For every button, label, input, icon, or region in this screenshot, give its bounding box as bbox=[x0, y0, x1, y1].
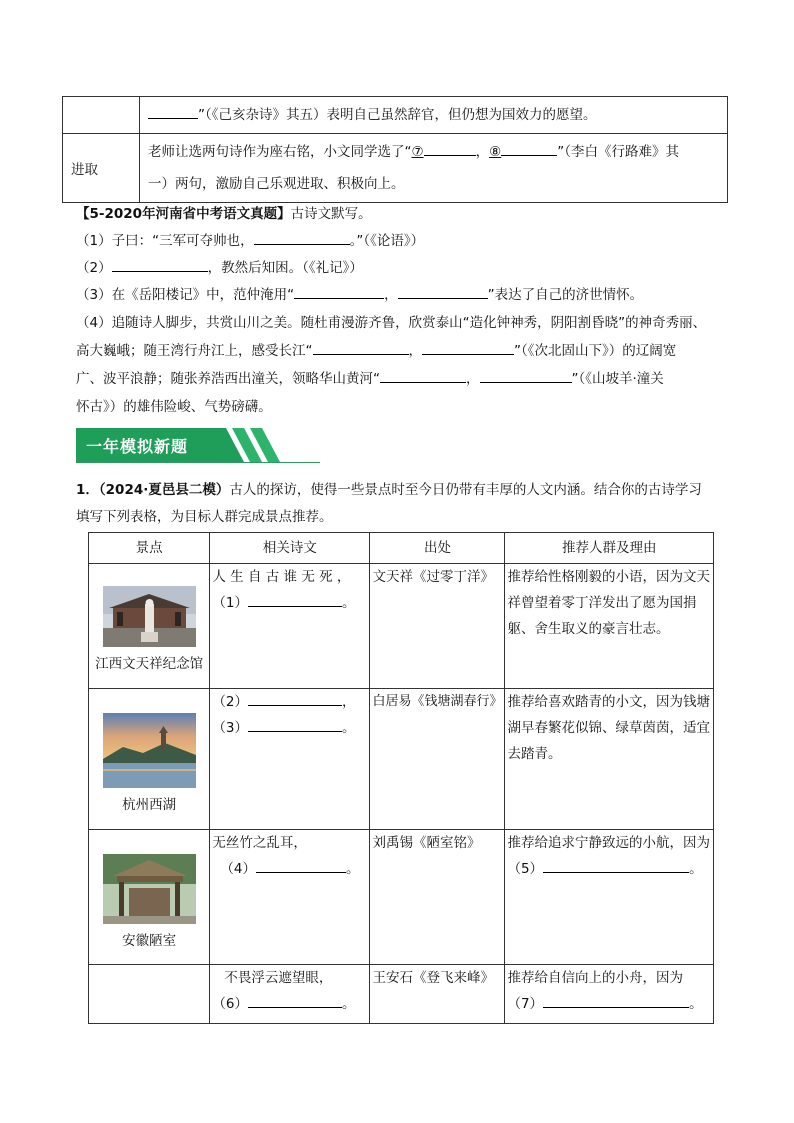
item-text: ”（《山坡羊·潼关 bbox=[571, 371, 664, 387]
place-name: 杭州西湖 bbox=[122, 797, 177, 813]
section-title: 一年模拟新题 bbox=[86, 437, 189, 456]
punct: 。 bbox=[341, 595, 356, 611]
question-tag: 【5-2020年河南省中考语文真题】 bbox=[76, 206, 291, 222]
question-heading bbox=[76, 478, 736, 498]
answer-blank-4[interactable] bbox=[256, 858, 346, 873]
row-text: 一）两句，激励自己乐观进取、积极向上。 bbox=[148, 176, 405, 192]
item-text: ， bbox=[384, 287, 398, 303]
memorial-hall-photo bbox=[103, 586, 196, 647]
column-header: 出处 bbox=[370, 533, 505, 564]
question-item-3 bbox=[76, 283, 736, 303]
row-text: 老师让选两句诗作为座右铭，小文同学选了“ bbox=[148, 144, 412, 160]
poem-line: 不畏浮云遮望眼， bbox=[224, 970, 333, 986]
row-label-cell bbox=[63, 134, 140, 203]
row-content bbox=[140, 97, 727, 133]
punct: 。 bbox=[341, 720, 356, 736]
reason-text: 推荐给追求宁静致远的小航，因为 bbox=[507, 835, 710, 851]
item-text: ，教然后知困。（《礼记》） bbox=[207, 260, 363, 276]
answer-blank[interactable] bbox=[422, 340, 514, 355]
poem-line bbox=[210, 715, 369, 741]
punct: 。 bbox=[341, 996, 356, 1012]
item-text: ， bbox=[466, 371, 480, 387]
poem-cell bbox=[210, 689, 370, 830]
poem-cell bbox=[210, 965, 370, 1024]
reason-cell bbox=[505, 564, 714, 689]
place-content bbox=[89, 564, 209, 677]
poem-line: 人 生 自 古 谁 无 死 ， bbox=[212, 569, 351, 585]
humble-room-photo bbox=[103, 854, 196, 924]
poem-line bbox=[210, 590, 369, 616]
reason-cell bbox=[505, 965, 714, 1024]
reason-text: 推荐给喜欢踏青的小文，因为钱塘湖早春繁花似锦、绿草茵茵，适宜去踏青。 bbox=[507, 694, 710, 762]
answer-blank-3[interactable] bbox=[248, 717, 342, 732]
answer-blank-7[interactable] bbox=[543, 993, 689, 1008]
poem-line bbox=[210, 991, 369, 1017]
source-cell bbox=[370, 564, 505, 689]
place-content bbox=[89, 689, 209, 818]
question-prompt: 古人的探访，使得一些景点时至今日仍带有丰厚的人文内涵。结合你的古诗学习 bbox=[229, 482, 702, 498]
row-content-cell bbox=[140, 97, 728, 134]
question-item-4-cont bbox=[76, 339, 736, 359]
question-item-4: （4）追随诗人脚步，共赏山川之美。随杜甫漫游齐鲁，欣赏泰山“造化钟神秀，阴阳割昏晓”的神奇秀丽、 bbox=[76, 315, 707, 331]
answer-blank-6[interactable] bbox=[248, 993, 342, 1008]
answer-blank[interactable] bbox=[480, 368, 572, 383]
source-cell bbox=[370, 965, 505, 1024]
table-row bbox=[89, 830, 714, 965]
item-text: （3）在《岳阳楼记》中，范仲淹用“ bbox=[76, 287, 295, 303]
punct: 。 bbox=[689, 996, 703, 1012]
poem-line bbox=[210, 689, 369, 715]
item-text: （2） bbox=[76, 260, 112, 276]
answer-blank[interactable] bbox=[112, 257, 208, 272]
blank-marker-8: ⑧ bbox=[489, 144, 502, 160]
column-header: 景点 bbox=[89, 533, 210, 564]
reason-line bbox=[505, 991, 713, 1017]
section-divider bbox=[76, 462, 320, 463]
item-text: 广、波平浪静；随张养浩西出潼关，领略华山黄河“ bbox=[76, 371, 380, 387]
answer-blank-8[interactable] bbox=[501, 141, 557, 156]
top-table bbox=[62, 96, 728, 203]
question-prompt: 古诗文默写。 bbox=[290, 206, 372, 222]
section-banner bbox=[76, 428, 320, 462]
place-cell bbox=[89, 965, 210, 1024]
punct: 。 bbox=[345, 861, 360, 877]
separator: ， bbox=[475, 144, 490, 160]
answer-blank[interactable] bbox=[380, 368, 466, 383]
item-text: ”表达了自己的济世情怀。 bbox=[487, 287, 644, 303]
question-source: （2024·夏邑县二模） bbox=[98, 482, 230, 498]
poem-line bbox=[210, 856, 369, 882]
item-text: 。”（《论语》） bbox=[349, 233, 425, 249]
west-lake-photo bbox=[103, 713, 196, 788]
item-text: 高大巍峨；随王湾行舟江上，感受长江“ bbox=[76, 343, 313, 359]
blank-number: （1） bbox=[212, 595, 248, 611]
table-row bbox=[89, 564, 714, 689]
poem-line: 无丝竹之乱耳， bbox=[212, 835, 307, 851]
top-table-row bbox=[63, 134, 728, 203]
row-label: 进取 bbox=[71, 162, 98, 178]
recommendation-table bbox=[88, 532, 714, 1024]
reason-line bbox=[505, 856, 713, 882]
column-header: 推荐人群及理由 bbox=[505, 533, 714, 564]
question-item-1 bbox=[76, 229, 736, 249]
answer-blank-2[interactable] bbox=[248, 691, 342, 706]
place-name: 江西文天祥纪念馆 bbox=[95, 656, 204, 672]
blank-number: （7） bbox=[507, 996, 544, 1012]
blank-number: （4） bbox=[220, 861, 256, 877]
blank-number: （6） bbox=[212, 996, 248, 1012]
punct: ， bbox=[341, 694, 356, 710]
place-cell bbox=[89, 689, 210, 830]
table-row bbox=[89, 689, 714, 830]
row-content-cell bbox=[140, 134, 728, 203]
answer-blank[interactable] bbox=[294, 284, 384, 299]
poem-cell bbox=[210, 830, 370, 965]
question-heading bbox=[76, 202, 736, 222]
source-cell bbox=[370, 689, 505, 830]
source-text: 王安石《登飞来峰》 bbox=[372, 970, 494, 986]
source-text: 文天祥《过零丁洋》 bbox=[372, 569, 494, 585]
answer-blank-7[interactable] bbox=[424, 141, 476, 156]
question-item-2 bbox=[76, 256, 736, 276]
answer-blank-5[interactable] bbox=[543, 858, 689, 873]
question-number: 1． bbox=[76, 482, 99, 498]
question-item-4-cont: 怀古》）的雄伟险峻、气势磅礴。 bbox=[76, 399, 272, 415]
reason-cell bbox=[505, 830, 714, 965]
row-text: ”（李白《行路难》其 bbox=[557, 144, 679, 160]
blank-marker-7: ⑦ bbox=[411, 144, 424, 160]
row-label-cell bbox=[63, 97, 140, 134]
answer-blank[interactable] bbox=[313, 340, 409, 355]
source-text: 白居易《钱塘湖春行》 bbox=[372, 694, 503, 709]
reason-text: 推荐给性格刚毅的小语，因为文天祥曾望着零丁洋发出了愿为国捐躯、舍生取义的豪言壮志。 bbox=[507, 569, 710, 637]
item-text: ， bbox=[408, 343, 422, 359]
column-header: 相关诗文 bbox=[210, 533, 370, 564]
row-text: ”（《己亥杂诗》其五）表明自己虽然辞官，但仍想为国效力的愿望。 bbox=[198, 107, 597, 123]
question-prompt: 填写下列表格，为目标人群完成景点推荐。 bbox=[76, 509, 333, 525]
reason-text: 推荐给自信向上的小舟，因为 bbox=[507, 970, 683, 986]
place-cell bbox=[89, 830, 210, 965]
poem-cell bbox=[210, 564, 370, 689]
blank-number: （5） bbox=[507, 861, 544, 877]
top-table-row bbox=[63, 97, 728, 134]
place-cell bbox=[89, 564, 210, 689]
answer-blank-1[interactable] bbox=[248, 592, 342, 607]
answer-blank[interactable] bbox=[254, 230, 350, 245]
source-text: 刘禹锡《陋室铭》 bbox=[372, 835, 481, 851]
place-name: 安徽陋室 bbox=[122, 933, 177, 949]
item-text: （1）子曰：“三军可夺帅也， bbox=[76, 233, 254, 249]
table-row bbox=[89, 965, 714, 1024]
row-content bbox=[140, 134, 727, 170]
answer-blank[interactable] bbox=[398, 284, 488, 299]
blank-number: （2） bbox=[212, 694, 248, 710]
answer-blank[interactable] bbox=[148, 104, 198, 119]
punct: 。 bbox=[689, 861, 703, 877]
question-item-4-cont bbox=[76, 367, 736, 387]
blank-number: （3） bbox=[212, 720, 248, 736]
table-header-row bbox=[89, 533, 714, 564]
place-content bbox=[89, 830, 209, 954]
reason-cell bbox=[505, 689, 714, 830]
row-label bbox=[63, 97, 139, 111]
item-text: ”（《次北固山下》）的辽阔宽 bbox=[514, 343, 677, 359]
source-cell bbox=[370, 830, 505, 965]
